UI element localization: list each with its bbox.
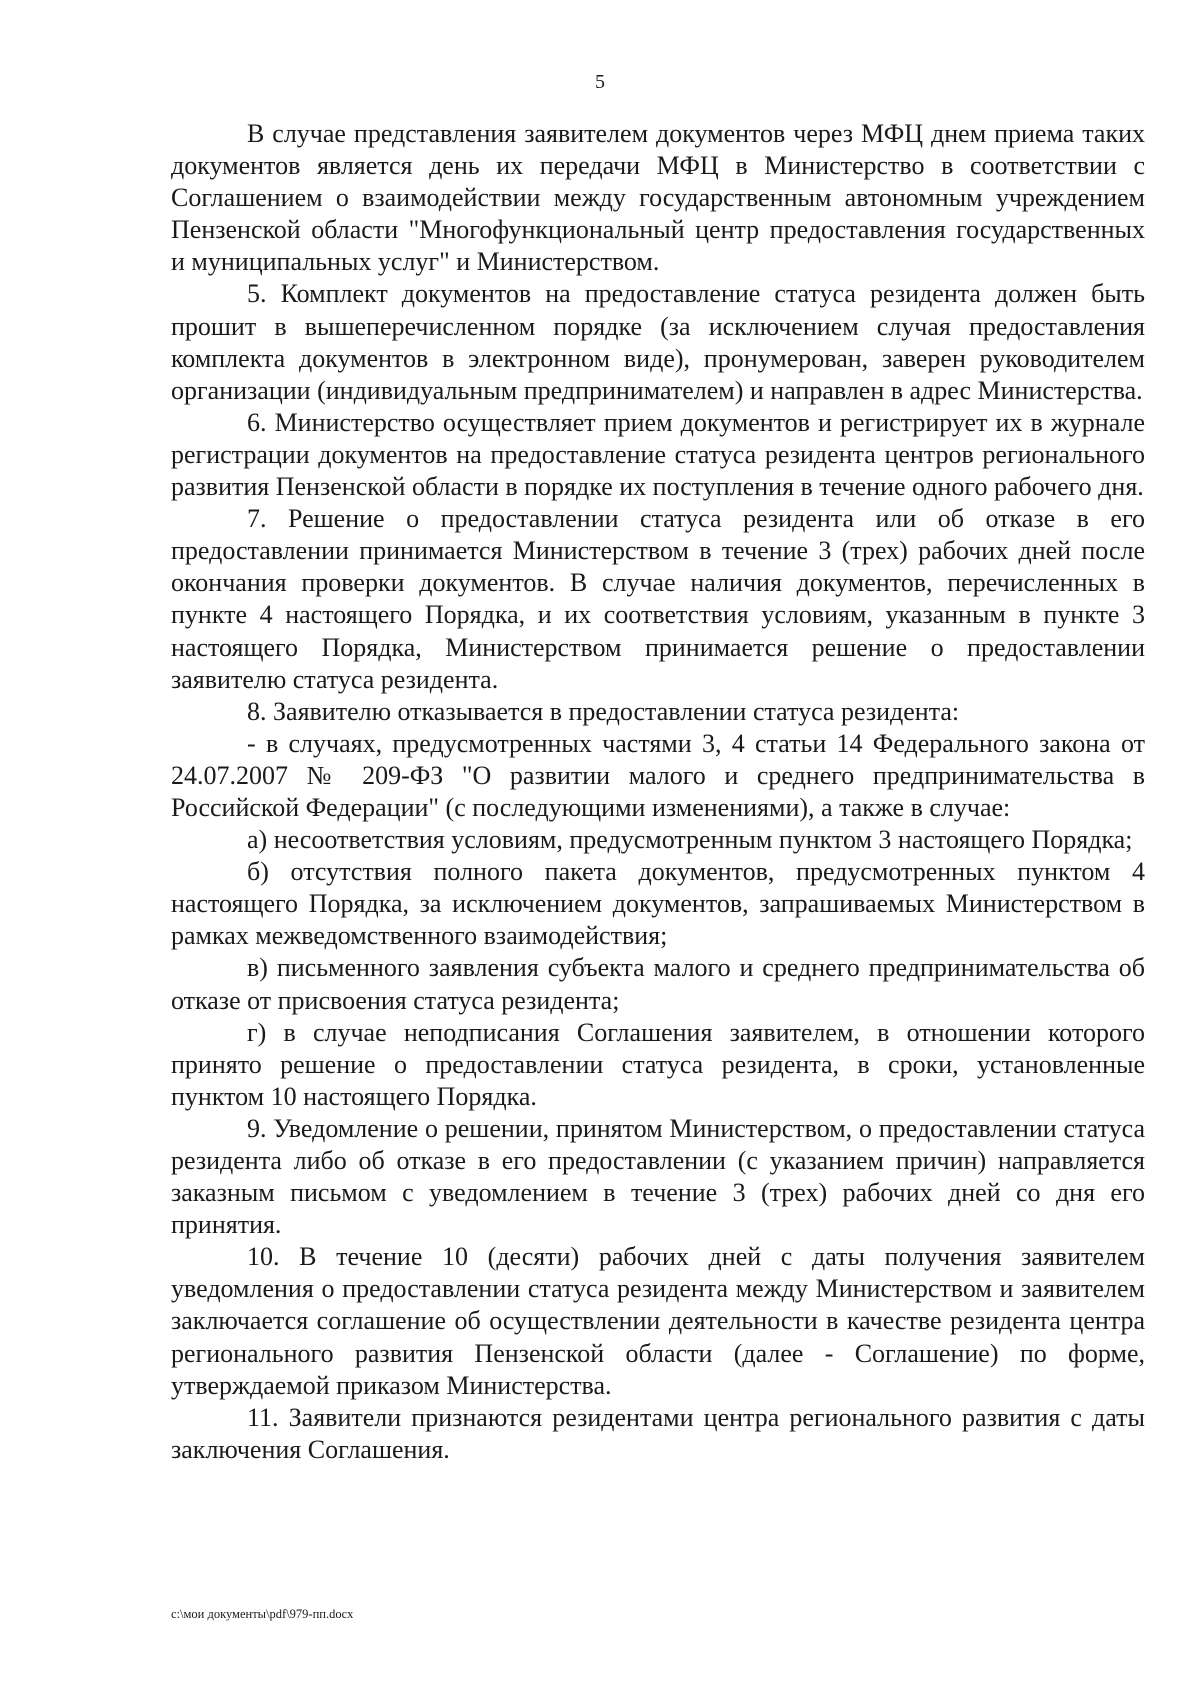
paragraph-item-6: 6. Министерство осуществляет прием документов и регистрирует их в журнале регистрации документов на предоставление статуса резидента центров регионального развития Пензенской области в порядке их поступления в течение одного рабочего дня. xyxy=(171,407,1145,502)
paragraph-item-8-b: б) отсутствия полного пакета документов, предусмотренных пунктом 4 настоящего Порядка, за исключением документов, запрашиваемых Министерством в рамках межведомственного взаимодействия; xyxy=(171,857,1145,951)
paragraph-item-10: 10. В течение 10 (десяти) рабочих дней с даты получения заявителем уведомления о предоставлении статуса резидента между Министерством и заявителем заключается соглашение об осуществлении деятельности в качестве резидента центра регионального развития Пензенской области (далее - Соглашение) по форме, утверждаемой приказом Министерства. xyxy=(171,1242,1145,1400)
paragraph-item-9: 9. Уведомление о решении, принятом Министерством, о предоставлении статуса резидента либо об отказе в его предоставлении (с указанием причин) направляется заказным письмом с уведомлением в течение 3 (трех) рабочих дней со дня его принятия. xyxy=(171,1113,1145,1240)
paragraph-item-8-g: г) в случае неподписания Соглашения заявителем, в отношении которого принято решение о предоставлении статуса резидента, в сроки, установленные пунктом 10 настоящего Порядка. xyxy=(171,1017,1145,1111)
paragraph-item-5: 5. Комплект документов на предоставление статуса резидента должен быть прошит в вышеперечисленном порядке (за исключением случая предоставления комплекта документов в электронном виде), пронумерован, заверен руководителем организации (индивидуальным предпринимателем) и направлен в адрес Министерства. xyxy=(171,279,1145,405)
paragraph-item-8-v: в) письменного заявления субъекта малого и среднего предпринимательства об отказе от присвоения статуса резидента; xyxy=(171,953,1145,1015)
paragraph-mfc-receipt: В случае представления заявителем документов через МФЦ днем приема таких документов является день их передачи МФЦ в Министерство в соответствии с Соглашением о взаимодействии между государственным автономным учреждением Пензенской области "Многофункциональный центр предоставления государственных и муниципальных услуг" и Министерством. xyxy=(171,119,1145,277)
page-number: 5 xyxy=(595,71,605,93)
paragraph-item-7: 7. Решение о предоставлении статуса резидента или об отказе в его предоставлении принимается Министерством в течение 3 (трех) рабочих дней после окончания проверки документов. В случае наличия документов, перечисленных в пункте 4 настоящего Порядка, и их соответствия условиям, указанным в пункте 3 настоящего Порядка, Министерством принимается решение о предоставлении заявителю статуса резидента. xyxy=(171,504,1145,694)
paragraph-item-8-federal-law: - в случаях, предусмотренных частями 3, 4 статьи 14 Федерального закона от 24.07.2007 № 209-ФЗ "О развитии малого и среднего предпринимательства в Российской Федерации" (с последующими изменениями), а также в случае: xyxy=(171,728,1145,822)
paragraph-item-8: 8. Заявителю отказывается в предоставлении статуса резидента: xyxy=(247,696,960,726)
file-path-footer: c:\мои документы\pdf\979-пп.docx xyxy=(171,1607,354,1621)
paragraph-item-8-a: а) несоответствия условиям, предусмотренным пунктом 3 настоящего Порядка; xyxy=(247,825,1133,855)
document-body xyxy=(171,118,1145,1466)
paragraph-item-11: 11. Заявители признаются резидентами центра регионального развития с даты заключения Соглашения. xyxy=(171,1402,1145,1464)
